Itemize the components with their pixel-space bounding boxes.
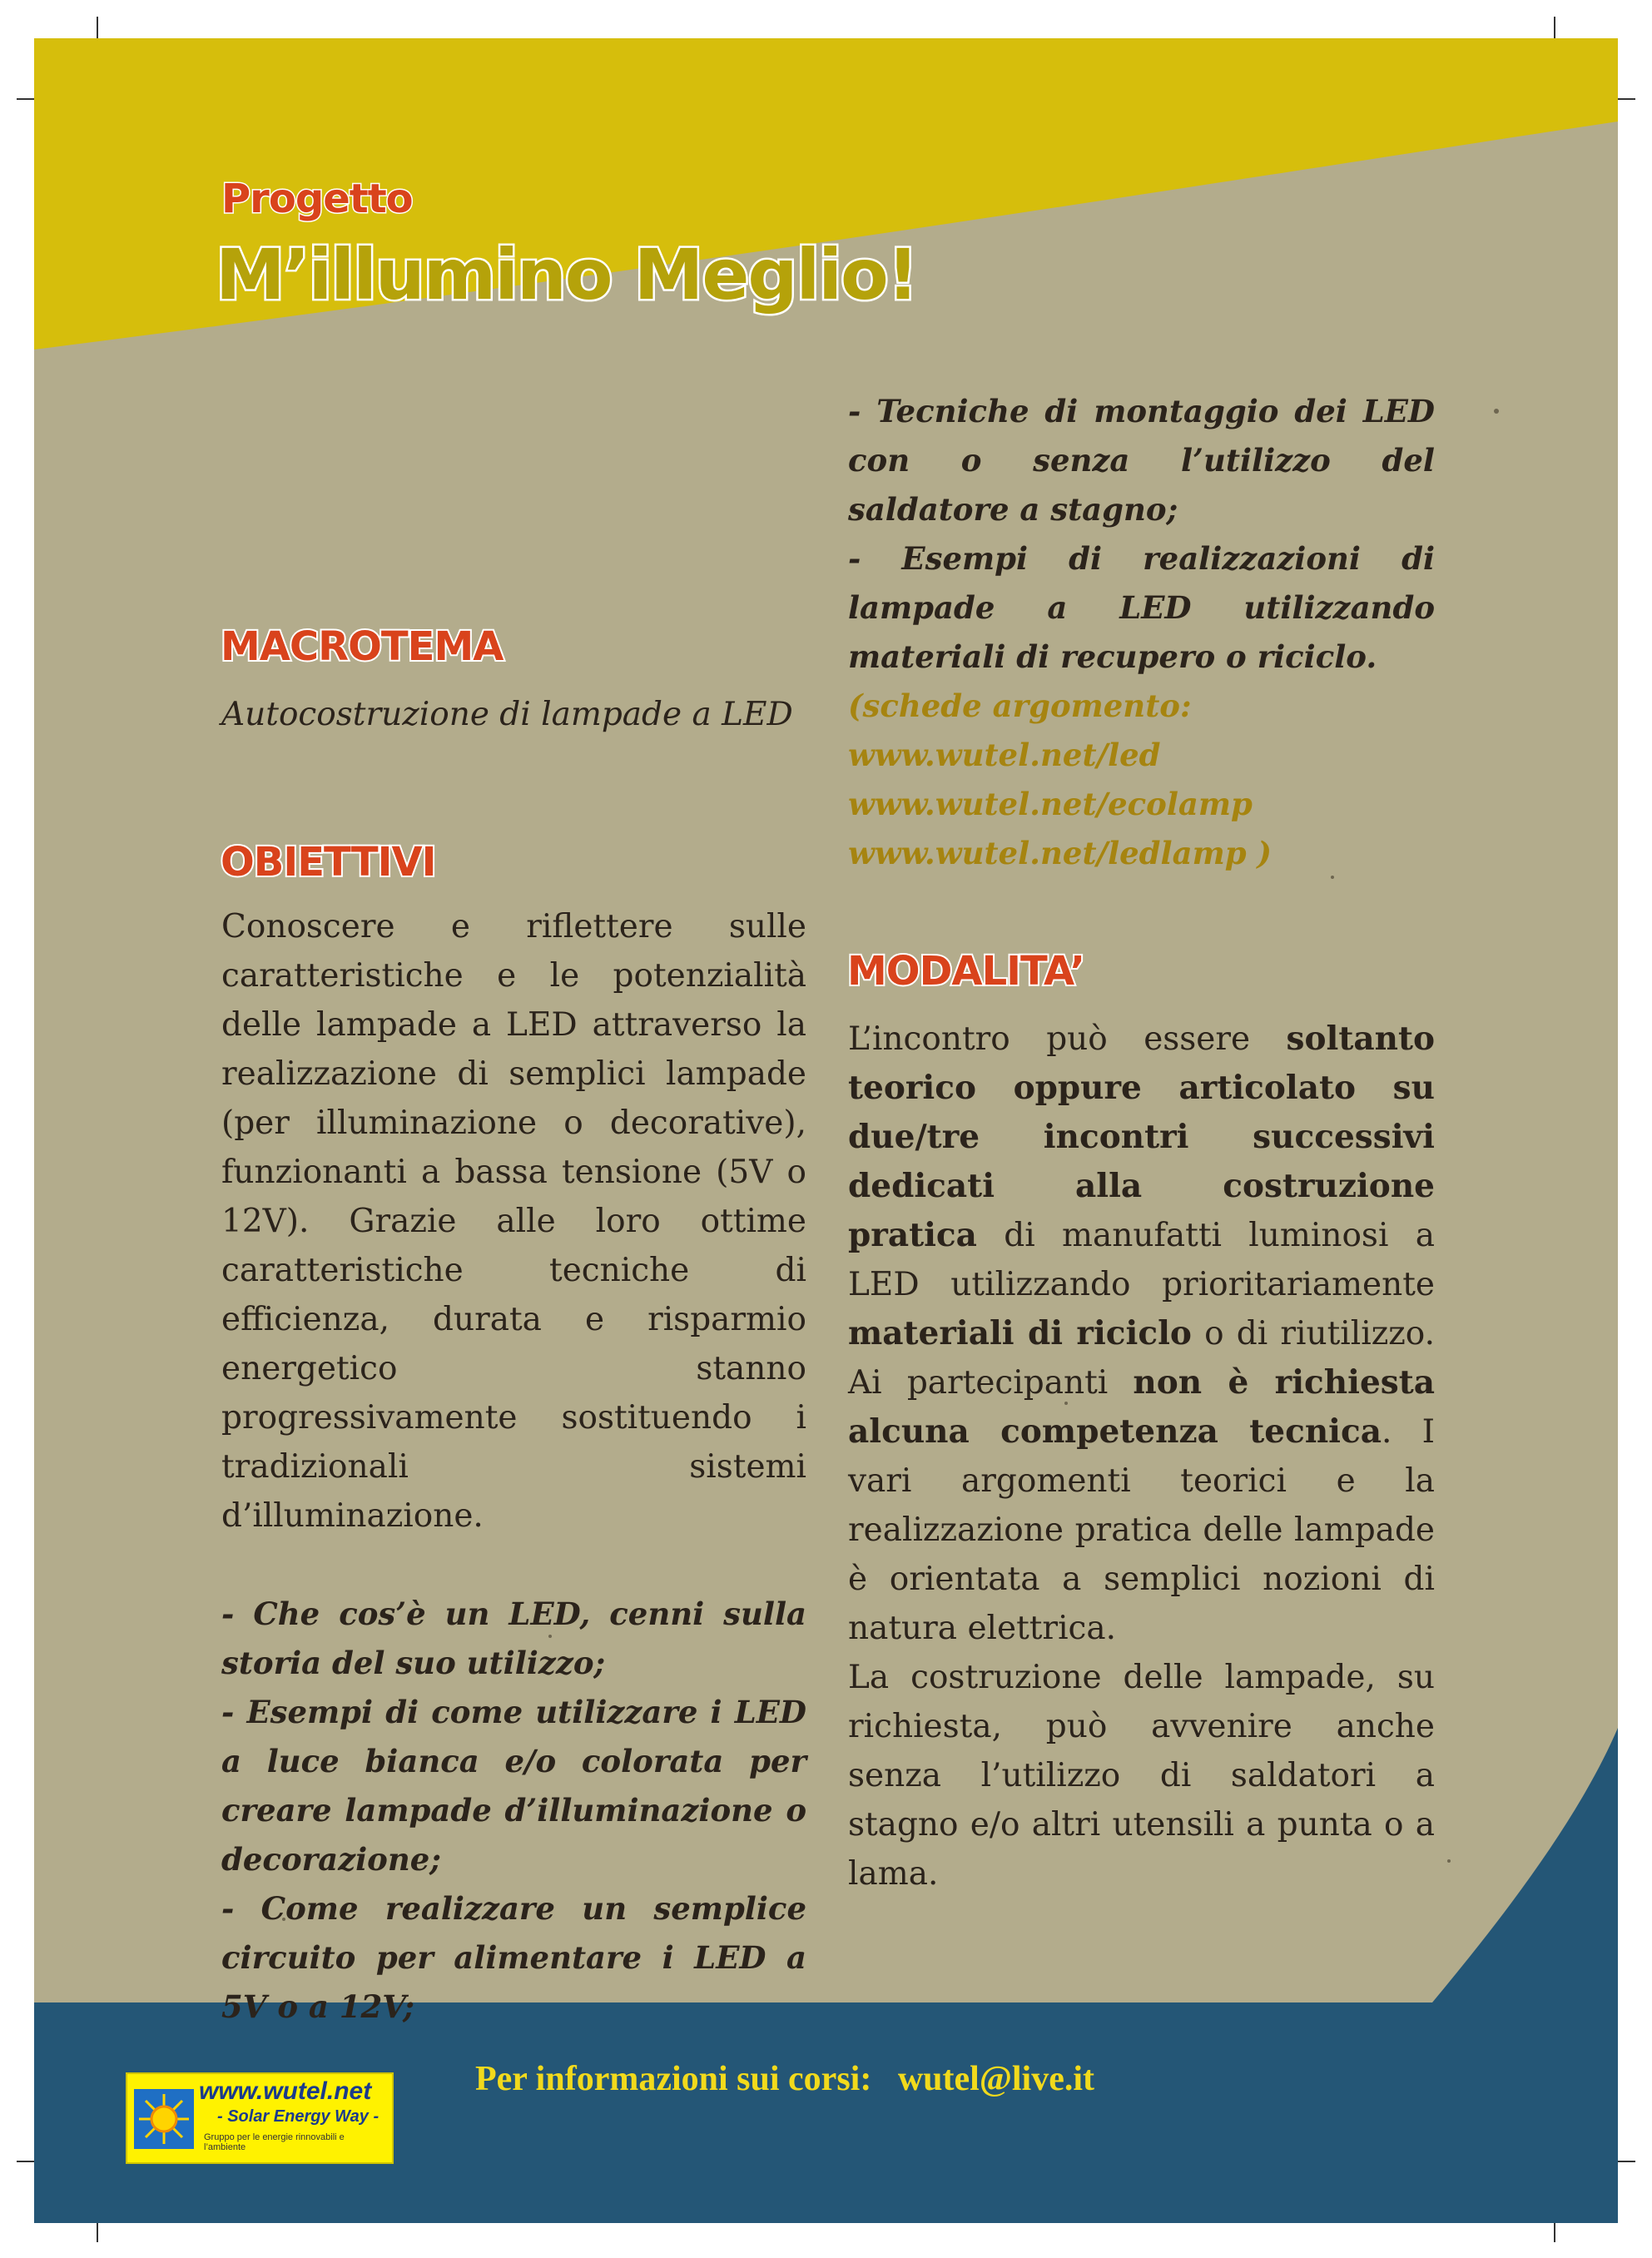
topic-item: - Esempi di realizzazioni di lampade a LED utilizzando materiali di recupero o riciclo. bbox=[848, 540, 1435, 675]
modalita-text-3: o di riutilizzo. Ai partecipanti bbox=[848, 1315, 1435, 1402]
modalita-body bbox=[848, 1015, 1435, 1898]
obiettivi-body bbox=[221, 902, 806, 2032]
logo-subtitle: Gruppo per le energie rinnovabili e l’ambiente bbox=[204, 2132, 345, 2152]
topics-continued bbox=[848, 387, 1435, 878]
obiettivi-paragraph: Conoscere e riflettere sulle caratteristiche e le potenzialità delle lampade a LED attraverso la realizzazione di semplici lampade (per illuminazione o decorative), funzionanti a bassa tensione (5V o 12V). Grazie alle loro ottime caratteristiche tecniche di efficienza, durata e risparmio energetico stanno progressivamente sostituendo i tradizionali sistemi d’illuminazione. bbox=[221, 908, 806, 1535]
topic-item: - Che cos’è un LED, cenni sulla storia del suo utilizzo; bbox=[221, 1595, 806, 1681]
macrotema-heading: MACROTEMA bbox=[221, 623, 504, 670]
topic-item: - Esempi di come utilizzare i LED a luce bianca e/o colorata per creare lampade d’illuminazione o decorazione; bbox=[221, 1694, 806, 1878]
macrotema-value: Autocostruzione di lampade a LED bbox=[221, 696, 793, 733]
modalita-text-2: di manufatti luminosi a LED utilizzando prioritariamente bbox=[848, 1217, 1435, 1303]
modalita-paragraph bbox=[848, 1015, 1435, 1653]
sun-icon bbox=[134, 2089, 194, 2149]
modalita-emphasis-3: non è richiesta alcuna competenza tecnica bbox=[848, 1363, 1435, 1451]
wutel-logo[interactable] bbox=[126, 2072, 394, 2164]
contact-label: Per informazioni sui corsi: bbox=[475, 2060, 872, 2098]
project-label: Progetto bbox=[221, 176, 413, 222]
blue-wave bbox=[1432, 1728, 1618, 2002]
modalita-paragraph-2: La costruzione delle lampade, su richiesta, può avvenire anche senza l’utilizzo di saldatori a stagno e/o altri utensili a punta o a lama. bbox=[848, 1659, 1435, 1893]
modalita-emphasis-2: materiali di riciclo bbox=[848, 1314, 1192, 1352]
modalita-text-1: L’incontro può essere bbox=[848, 1020, 1287, 1058]
footer-contact bbox=[475, 2059, 1094, 2099]
logo-url: www.wutel.net bbox=[199, 2077, 372, 2105]
links-note: (schede argomento: www.wutel.net/led www.wutel.net/ecolamp www.wutel.net/ledlamp ) bbox=[848, 687, 1272, 871]
project-title: M’illumino Meglio! bbox=[216, 234, 918, 315]
macrotema-text bbox=[221, 690, 829, 739]
modalita-heading: MODALITA’ bbox=[847, 948, 1084, 995]
modalita-text-4: . I vari argomenti teorici e la realizzazione pratica delle lampade è orientata a semplici nozioni di natura elettrica. bbox=[848, 1413, 1436, 1647]
logo-tagline: - Solar Energy Way - bbox=[217, 2107, 380, 2126]
topic-item: - Come realizzare un semplice circuito per alimentare i LED a 5V o a 12V; bbox=[221, 1890, 806, 2025]
obiettivi-heading: OBIETTIVI bbox=[221, 839, 436, 886]
modalita-emphasis-1: soltanto teorico oppure articolato su due/tre incontri successivi dedicati alla costruzione pratica bbox=[848, 1020, 1435, 1254]
flyer-page bbox=[34, 38, 1618, 2223]
topic-item: - Tecniche di montaggio dei LED con o senza l’utilizzo del saldatore a stagno; bbox=[848, 393, 1435, 528]
contact-email[interactable]: wutel@live.it bbox=[897, 2060, 1095, 2098]
